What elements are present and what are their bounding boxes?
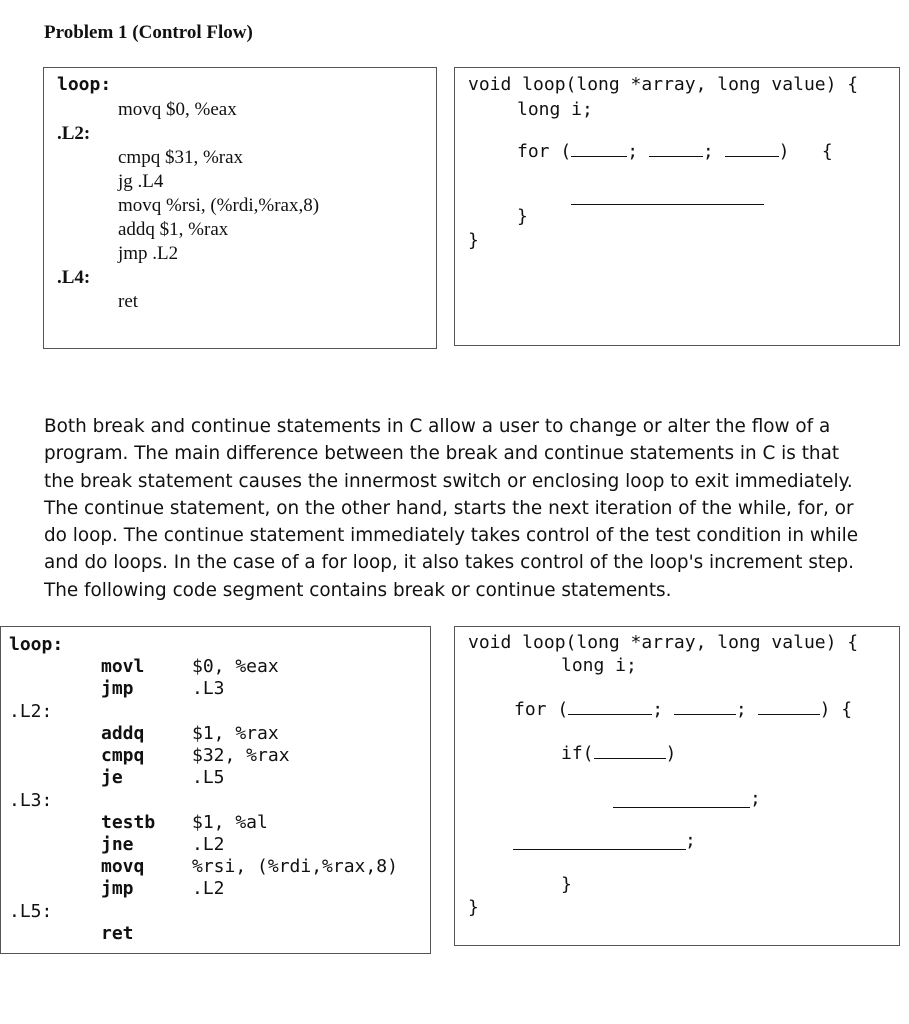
answer-blank[interactable] [571,142,627,157]
asm1-line: ret [118,291,139,312]
c1-inner-close: } [517,206,528,227]
answer-blank[interactable] [594,744,666,759]
asm1-line: jmp .L2 [118,243,179,264]
asm1-label-loop: loop: [57,74,112,95]
c2-outer-close: } [468,897,479,918]
answer-blank[interactable] [758,700,820,715]
asm2-opcode: movq [101,856,145,877]
asm2-operand: .L5 [192,767,225,788]
answer-blank[interactable] [674,700,736,715]
separator: ; [627,141,639,162]
close-paren: ) [665,743,677,764]
if-keyword: if( [561,743,594,764]
c2-if-line [561,743,676,764]
asm2-label-l2: .L2: [9,701,53,722]
c1-signature: void loop(long *array, long value) { [468,74,859,95]
asm2-label-l5: .L5: [9,901,53,922]
asm2-opcode: je [101,767,123,788]
c1-outer-close: } [468,230,479,251]
asm2-operand: $1, %al [192,812,268,833]
c1-declaration: long i; [517,99,593,120]
asm2-operand: .L3 [192,678,225,699]
asm1-label-l2: .L2: [57,123,91,144]
c2-for-line [514,699,852,720]
problem-title: Problem 1 (Control Flow) [44,22,253,43]
c-code-box-2 [454,626,900,946]
operand-text: $0, %eax [192,656,279,677]
c1-for-line [517,141,833,162]
asm2-opcode: jne [101,834,134,855]
for-keyword: for ( [517,141,572,162]
asm1-label-l4: .L4: [57,267,91,288]
for-keyword: for ( [514,699,569,720]
asm2-opcode: jmp [101,678,134,699]
answer-blank-line[interactable] [613,807,750,808]
asm1-line: movq %rsi, (%rdi,%rax,8) [118,195,320,216]
asm2-operand [192,656,279,677]
asm1-line: jg .L4 [118,171,164,192]
asm2-operand: .L2 [192,834,225,855]
asm2-opcode: cmpq [101,745,145,766]
open-brace: { [821,141,833,162]
asm2-operand: .L2 [192,878,225,899]
asm2-operand: %rsi, (%rdi,%rax,8) [192,856,398,877]
asm2-opcode: jmp [101,878,134,899]
separator: ; [652,699,664,720]
for-end: ) { [819,699,853,720]
asm2-opcode: ret [101,923,134,944]
asm2-label-loop: loop: [9,634,64,655]
asm2-opcode: addq [101,723,145,744]
answer-blank-line[interactable] [513,849,686,850]
asm1-line: addq $1, %rax [118,219,229,240]
c2-signature: void loop(long *array, long value) { [468,632,859,653]
asm1-line: cmpq $31, %rax [118,147,244,168]
asm1-line: movq $0, %eax [118,99,237,120]
answer-blank[interactable] [568,700,652,715]
explanation-paragraph: Both break and continue statements in C allow a user to change or alter the flow of a program. The main difference between the break and continue statements in C is that the break statement causes the innermost switch or enclosing loop to exit immediately. The continue statement, on the other hand, starts the next iteration of the while, for, or do loop. The continue statement immediately takes control of the test condition in while and do loops. In the case of a for loop, it also takes control of the loop's increment step. The following code segment contains break or continue statements. [44,416,859,601]
asm2-opcode: movl [101,656,145,677]
c2-declaration: long i; [561,655,637,676]
close-paren: ) [778,141,790,162]
answer-blank[interactable] [725,142,779,157]
asm2-operand: $1, %rax [192,723,279,744]
c2-semicolon: ; [750,788,761,809]
answer-blank[interactable] [649,142,703,157]
asm2-opcode: testb [101,812,156,833]
c2-inner-close: } [561,874,572,895]
asm2-operand: $32, %rax [192,745,290,766]
c2-semicolon: ; [685,830,696,851]
answer-blank-line[interactable] [571,204,764,205]
asm2-label-l3: .L3: [9,790,53,811]
separator: ; [702,141,714,162]
separator: ; [735,699,747,720]
